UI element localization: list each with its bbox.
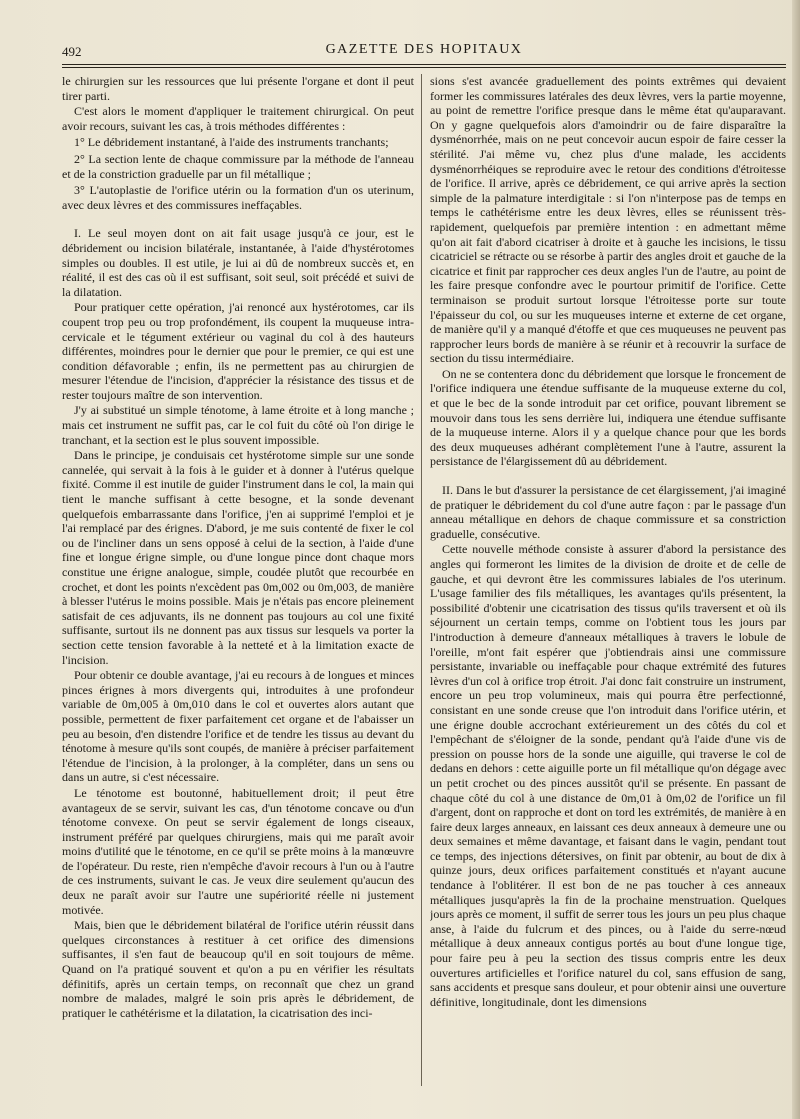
right-column: [430, 74, 786, 1104]
paragraph: Dans le principe, je conduisais cet hystérotome simple sur une sonde cannelée, qui servait à la fois à le guider et à donner à l'utérus quelque fixité. Comme il est inutile de guider l'instrument dans le col, la main qui tient le manche suffisant à cette besogne, et la sonde devenant quelquefois embarrassante dans l'orifice, j'en ai supprimé l'emploi et je l'ai remplacé par des érignes. D'abord, je me suis contenté de fixer le col ou de l'incliner dans un sens opposé à celui de la section, à l'aide d'une fine et longue érigne simple, ou d'une longue pince dont chaque mors constitue une érigne analogue, simple, coudée plutôt que recourbée en crochet, et dont les points n'excèdent pas 0m,002 ou 0m,003, de manière à blesser l'utérus le moins possible. Mais je n'étais pas encore pleinement satisfait de ces adjuvants, ils ne donnent pas toujours au col une fixité suffisante, surtout ils ne donnent pas aux tissus sur lesquels va porter la section cette tension favorable à la netteté et à la limitation exacte de l'incision.: [62, 448, 414, 667]
paragraph: C'est alors le moment d'appliquer le traitement chirurgical. On peut avoir recours, suivant les cas, à trois méthodes différentes :: [62, 104, 414, 133]
list-item: 2° La section lente de chaque commissure par la méthode de l'anneau et de la constriction graduelle par un fil métallique ;: [62, 151, 414, 181]
paragraph: Mais, bien que le débridement bilatéral de l'orifice utérin réussit dans quelques circonstances à restituer à cet orifice des dimensions suffisantes, il s'en faut de beaucoup qu'il en soit toujours de même. Quand on l'a pratiqué souvent et qu'on a pu en vérifier les résultats définitifs, après un certain temps, on reconnaît que chez un grand nombre de malades, malgré le soin pris après le débridement, de pratiquer le cathétérisme et la dilatation, la cicatrisation des inci-: [62, 918, 414, 1020]
paragraph: Pour obtenir ce double avantage, j'ai eu recours à de longues et minces pinces érignes à mors divergents qui, introduites à une profondeur variable de 0m,005 à 0m,010 dans le col et ouvertes alors autant que possible, permettent de fixer parfaitement cet organe et de l'abaisser un peu au besoin, d'en distendre l'orifice et de tendre les tissus au devant du ténotome à mesure qu'ils sont coupés, de manière à préciser parfaitement l'étendue de l'incision, à la prolonger, à la compléter, dans un sens ou dans un autre, si c'est nécessaire.: [62, 668, 414, 785]
column-divider: [421, 74, 422, 1086]
paragraph: Le ténotome est boutonné, habituellement droit; il peut être avantageux de se servir, suivant les cas, d'un ténotome concave ou d'un ténotome convexe. On peut se servir également de longs ciseaux, instrument préféré par quelques chirurgiens, mais qui me paraît avoir moins d'utilité que le ténotome, en ce qu'il se prête moins à la manœuvre de l'opérateur. Du reste, rien n'empêche d'avoir recours à l'un ou à l'autre de ces instruments, suivant le cas. Je veux dire seulement qu'aucun des deux ne paraît avoir sur l'autre une supériorité réelle ni justement motivée.: [62, 785, 414, 917]
list-item: 1° Le débridement instantané, à l'aide des instruments tranchants;: [74, 135, 389, 150]
section-paragraph: I. Le seul moyen dont on ait fait usage jusqu'à ce jour, est le débridement ou incision bilatérale, instantanée, à l'aide d'hystérotomes simples ou doubles. Il est utile, je lui ai dû de nombreux succès et, en réalité, il est des cas où il est suffisant, soit seul, soit précédé et suivi de la dilatation.: [62, 226, 414, 299]
paragraph: Cette nouvelle méthode consiste à assurer d'abord la persistance des angles qui formeront les limites de la division de droite et de celle de gauche, et qui devront être les commissures labiales de l'os uterinum. L'usage familier des fils métalliques, les avantages qu'ils présentent, la possibilité d'obtenir une cicatrisation des tissus qu'ils traversent et où ils séjournent un certain temps, comme on l'obtient tous les jours par l'introduction à demeure d'anneaux métalliques à travers le lobule de l'oreille, m'ont fait espérer que j'obtiendrais ainsi une commissure persistante, invariable ou ineffaçable pour chaque extrémité des futures lèvres d'un col à orifice trop étroit. J'ai donc fait construire un instrument, encore un peu trop volumineux, mais qui pourra être perfectionné, consistant en une sonde creuse que l'on introduit dans l'orifice utérin, et une érigne double accrochant extérieurement un des côtés du col et l'empêchant de s'éloigner de la sonde, pendant qu'à l'aide d'une vis de pression on pousse hors de la sonde une aiguille, qui traverse le col de dedans en dehors : cette aiguille porte un fil métallique qu'on dégage avec un petit crochet ou des pinces aussitôt qu'il se présente. En passant de chaque côté du col à une distance de 0m,01 à 0m,02 de l'orifice un fil d'argent, dont on rapproche et dont on tord les extrémités, de manière à en faire deux larges anneaux, en laissant ces deux anneaux à demeure une ou deux semaines et même davantage, et faisant dans le vagin, pendant tout ce temps, des injections détersives, on finit par obtenir, au bout de dix à quinze jours, deux orifices parfaitement constitués et n'ayant aucune tendance à l'oblitérer. Il est bon de ne pas toucher à ces anneaux métalliques jusqu'après la fin de la prochaine menstruation. Quelques jours après ce moment, il suffit de serrer tous les jours un peu plus chaque anse, à l'aide du fulcrum et des pinces, ou à l'aide du serre-nœud métallique à deux anneaux contigus portés au bout d'une longue tige, pour faire peu à peu la section des tissus compris entre les deux ouvertures artificielles et l'orifice naturel du col, sans effusion de sang, sans accidents et presque sans douleur, et pour obtenir ainsi une ouverture définitive, longitudinale, dont les dimensions: [430, 542, 786, 1009]
running-title: GAZETTE DES HOPITAUX: [325, 42, 523, 57]
left-column: [62, 74, 414, 1104]
paragraph: On ne se contentera donc du débridement que lorsque le froncement de l'orifice indiquera une étendue suffisante de la muqueuse externe du col, et que le bec de la sonde introduit par cet orifice, pouvant librement se mouvoir dans tous les sens derrière lui, indiquera une étendue suffisante de la muqueuse interne. Alors il y a quelque chance pour que les bords des deux muqueuses adhérant complètement l'une à l'autre, assurent la persistance de l'élargissement dû au débridement.: [430, 366, 786, 469]
page-spine-shadow: [792, 0, 800, 1119]
paragraph: sions s'est avancée graduellement des points extrêmes qui devaient former les commissures latérales des deux lèvres, vers la partie moyenne, au point de remettre l'orifice presque dans le même état qu'auparavant. On y gagne quelquefois alors d'amoindrir ou de faire disparaître la dysménorrhée, mais on ne peut concevoir aucun espoir de faire cesser la stérilité. J'ai même vu, chez plus d'une malade, les accidents dysménorrhéiques se reproduire avec le retour des conditions d'étroitesse de l'orifice. Il arrive, après ce débridement, ce qui arrive après la section simple de la palmature interdigitale : si l'on n'interpose pas de temps en temps le cathétérisme entre les deux lèvres, elles se réunissent très-rapidement, quelquefois par première intention : en admettant même qu'on ait fait d'abord cicatriser à droite et à gauche les incisions, le tissu cicatriciel se rétracte ou se résorbe à partir des angles droit et gauche de la cicatrice et finit par rapprocher ces deux angles l'un de l'autre, au point de les faire presque confondre avec le pourtour primitif de l'orifice. Cette terminaison se produit surtout lorsque l'étroitesse porte sur toute l'épaisseur du col, ou sur les muqueuses interne et externe de cet organe, de manière qu'il y a manqué d'étoffe et que ces muqueuses ne peuvent pas rapprocher leurs bords de manière à se réunir et à recouvrir la surface de section du tissu intermédiaire.: [430, 74, 786, 366]
section-paragraph: II. Dans le but d'assurer la persistance de cet élargissement, j'ai imaginé de pratiquer le débridement du col d'une autre façon : par le passage d'un anneau métallique en dehors de chaque commissure et sa constriction graduelle, consécutive.: [430, 483, 786, 541]
paragraph: J'y ai substitué un simple ténotome, à lame étroite et à long manche ; mais cet instrument ne suffit pas, car le col fuit du côté où l'on dirige le tranchant, et la section est le plus souvent impossible.: [62, 403, 414, 447]
list-item: 3° L'autoplastie de l'orifice utérin ou la formation d'un os uterinum, avec deux lèvres et des commissures ineffaçables.: [62, 183, 414, 212]
paragraph: le chirurgien sur les ressources que lui présente l'organe et dont il peut tirer parti.: [62, 74, 414, 103]
page-number: 492: [62, 44, 82, 59]
page-header: [62, 40, 786, 64]
paragraph: Pour pratiquer cette opération, j'ai renoncé aux hystérotomes, car ils coupent trop peu ou trop profondément, ils coupent la muqueuse intra-cervicale et le tégument extérieur ou vaginal du col à des hauteurs différentes, moindres pour le dernier que pour le premier, ce qui est une condition défavorable ; enfin, ils ne permettent pas au chirurgien de mesurer l'étendue de l'incision, d'apprécier la résistance des tissus et de rester toujours maître de son intervention.: [62, 300, 414, 402]
header-rule: [62, 64, 786, 65]
header-rule-thin: [62, 67, 786, 68]
